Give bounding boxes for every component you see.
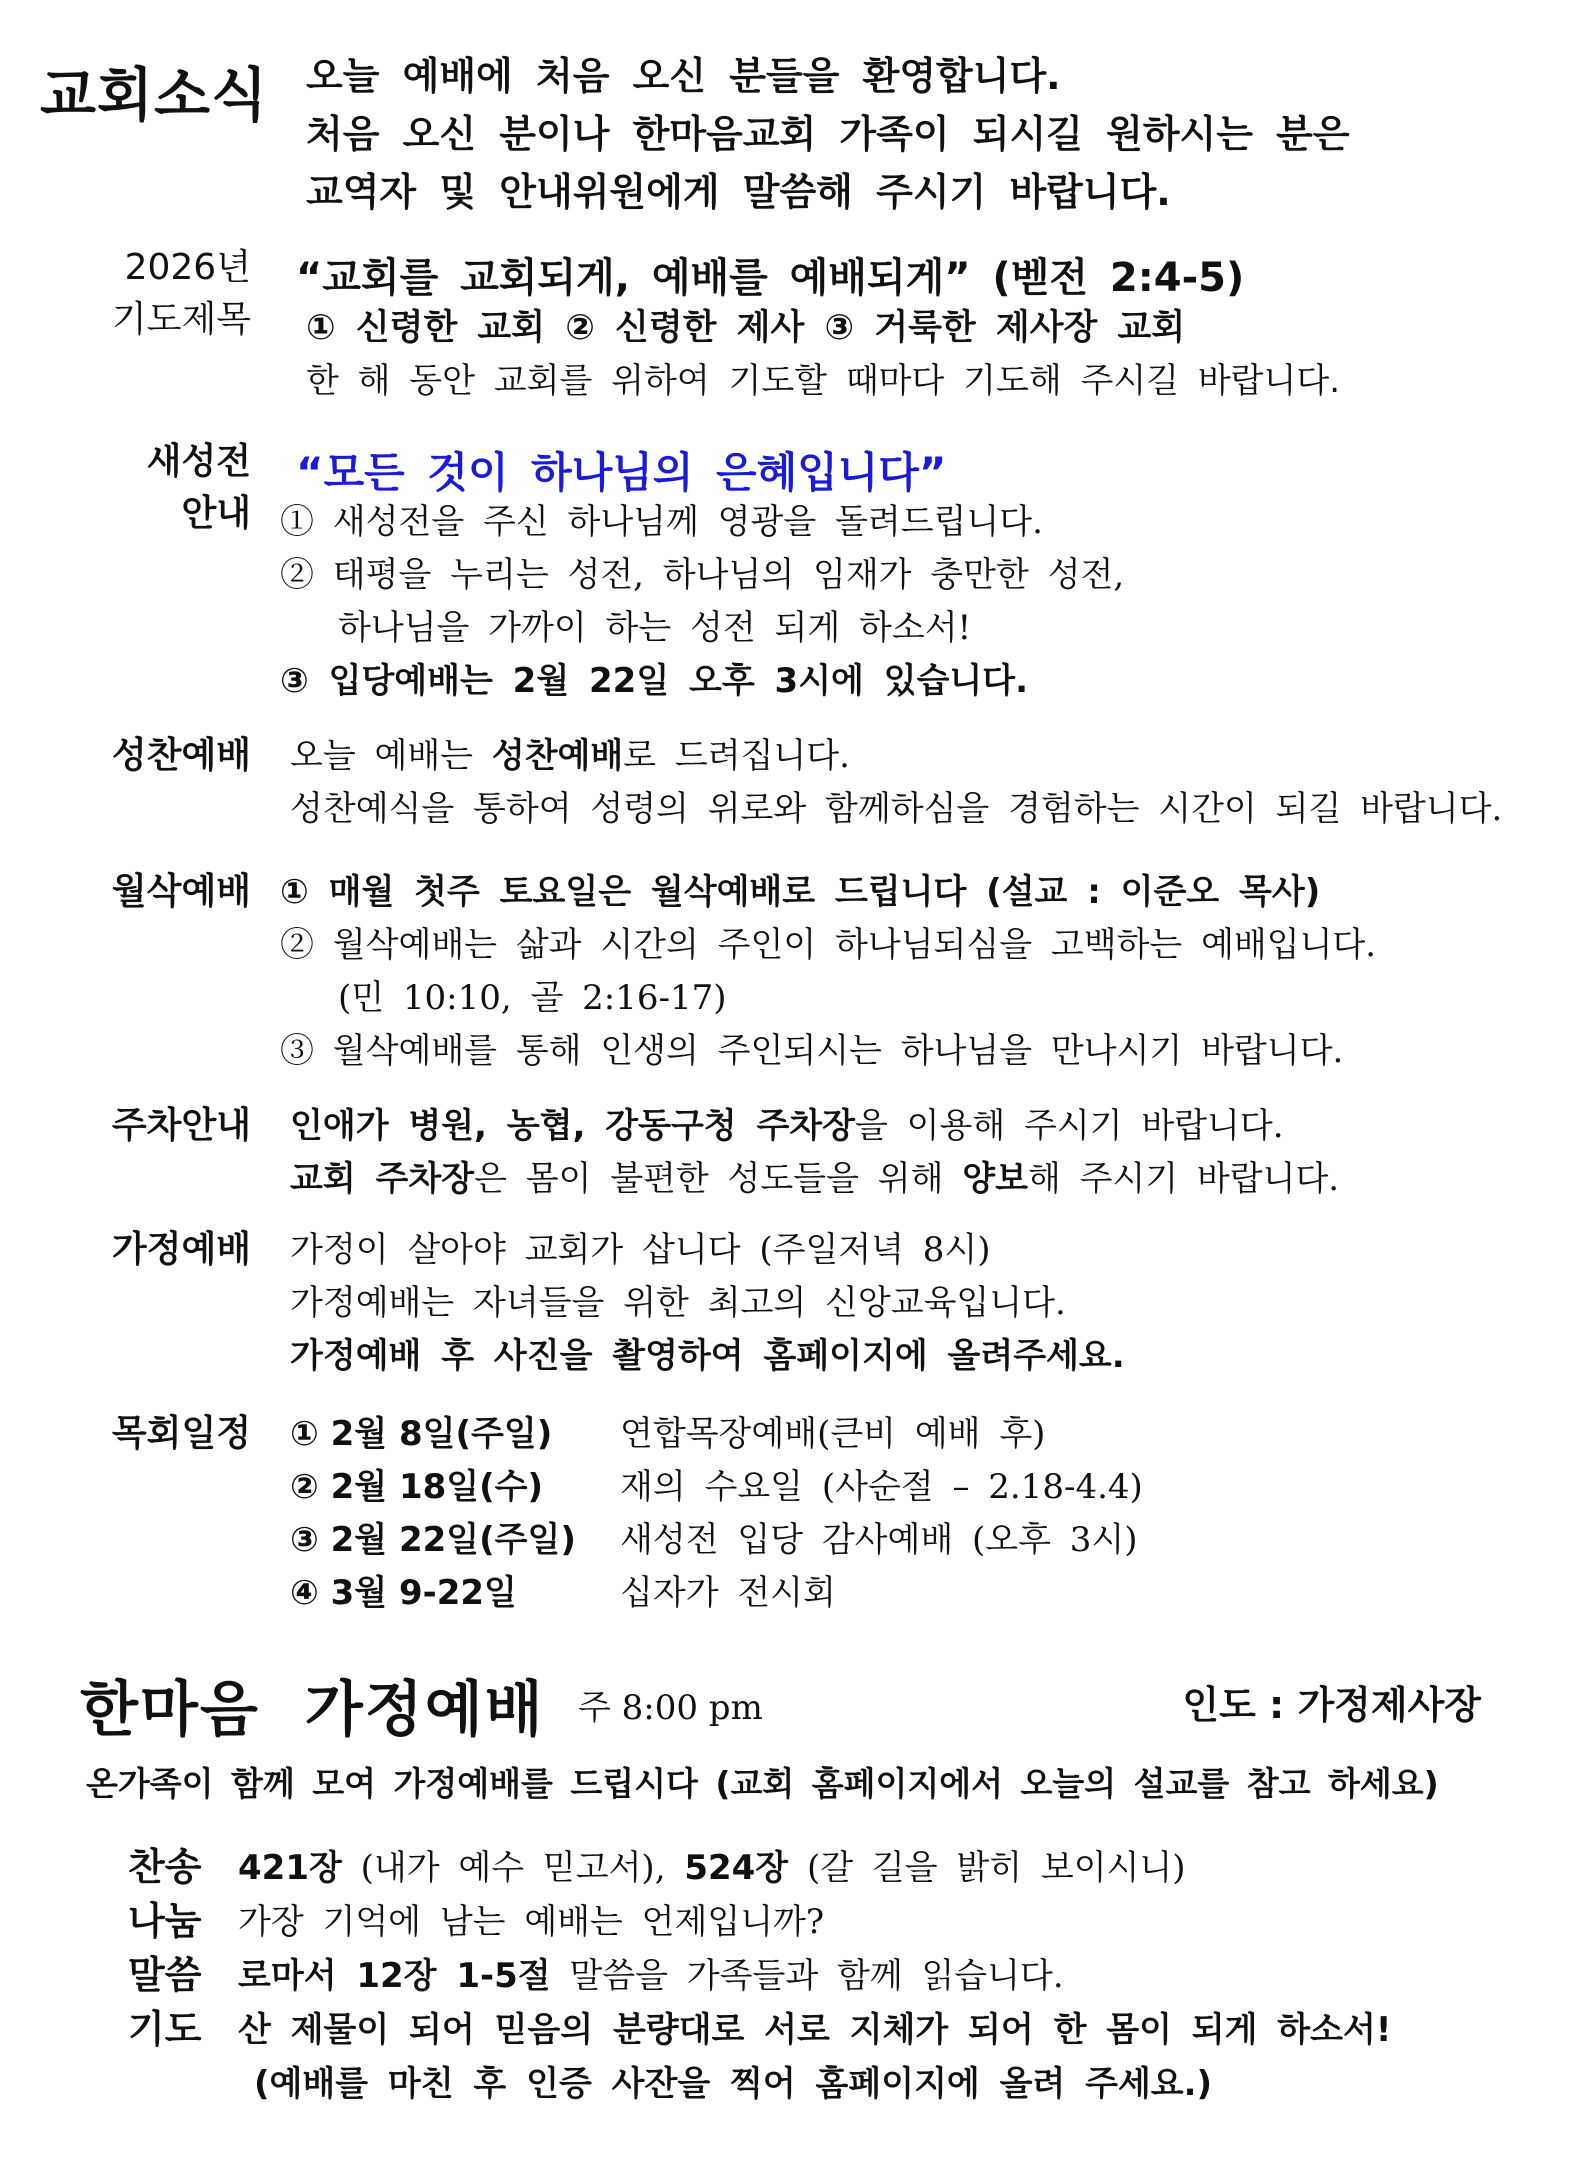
schedule-row xyxy=(290,1514,1390,1567)
welcome-line-3: 교역자 및 안내위원에게 말씀해 주시기 바랍니다. xyxy=(306,170,1171,214)
sanctuary-label-2: 안내 xyxy=(181,493,251,534)
sanctuary-line-4: ③ 입당예배는 2월 22일 오후 3시에 있습니다. xyxy=(280,661,1029,701)
prayer-note: 한 해 동안 교회를 위하여 기도할 때마다 기도해 주시길 바랍니다. xyxy=(306,361,1341,401)
schedule-event: 연합목장예배(큰비 예배 후) xyxy=(620,1414,1046,1454)
schedule-row xyxy=(290,1408,1390,1461)
family-line-2: 가정예배는 자녀들을 위한 최고의 신앙교육입니다. xyxy=(290,1283,1066,1323)
monthly-line-3: (민 10:10, 골 2:16-17) xyxy=(338,978,727,1018)
sharing-label: 나눔 xyxy=(128,1899,202,1943)
family-line-1: 가정이 살아야 교회가 삽니다 (주일저녁 8시) xyxy=(290,1230,991,1270)
schedule-date: ① 2월 8일(주일) xyxy=(290,1414,553,1454)
hymn-label: 찬송 xyxy=(128,1845,202,1889)
word-text: 로마서 12장 1-5절 말씀을 가족들과 함께 읽습니다. xyxy=(238,1956,1064,1996)
schedule-date: ③ 2월 22일(주일) xyxy=(290,1520,576,1560)
schedule-label: 목회일정 xyxy=(111,1413,251,1454)
family-label: 가정예배 xyxy=(111,1229,251,1270)
prayer-label-title: 기도제목 xyxy=(111,299,251,340)
prayer-items: ① 신령한 교회 ② 신령한 제사 ③ 거룩한 제사장 교회 xyxy=(306,308,1186,348)
schedule-event: 새성전 입당 감사예배 (오후 3시) xyxy=(620,1520,1138,1560)
closing-note: (예배를 마친 후 인증 사잔을 찍어 홈페이지에 올려 주세요.) xyxy=(254,2064,1213,2104)
schedule-event: 재의 수요일 (사순절 – 2.18-4.4) xyxy=(620,1467,1143,1507)
word-label: 말씀 xyxy=(128,1953,202,1997)
monthly-line-2: ② 월삭예배는 삶과 시간의 주인이 하나님되심을 고백하는 예배입니다. xyxy=(280,925,1377,965)
sharing-text: 가장 기억에 남는 예배는 언제입니까? xyxy=(238,1902,825,1942)
schedule-event: 십자가 전시회 xyxy=(620,1573,836,1613)
family-worship-title: 한마음 가정예배 xyxy=(80,1675,545,1745)
communion-line-2: 성찬예식을 통하여 성령의 위로와 함께하심을 경험하는 시간이 되길 바랍니다. xyxy=(290,789,1503,829)
sanctuary-line-2: ② 태평을 누리는 성전, 하나님의 임재가 충만한 성전, xyxy=(280,555,1125,595)
family-line-3: 가정예배 후 사진을 촬영하여 홈페이지에 올려주세요. xyxy=(290,1336,1125,1376)
parking-label: 주차안내 xyxy=(111,1105,251,1146)
sanctuary-headline: “모든 것이 하나님의 은혜입니다” xyxy=(296,448,947,497)
schedule-date: ④ 3월 9-22일 xyxy=(290,1573,517,1613)
monthly-line-1: ① 매월 첫주 토요일은 월삭예배로 드립니다 (설교 : 이준오 목사) xyxy=(280,872,1321,912)
family-worship-time: 주 8:00 pm xyxy=(578,1688,763,1728)
schedule-row xyxy=(290,1461,1390,1514)
welcome-line-1: 오늘 예배에 처음 오신 분들을 환영합니다. xyxy=(306,54,1061,98)
family-worship-leader: 인도 : 가정제사장 xyxy=(1182,1683,1481,1727)
prayer-text: 산 제물이 되어 믿음의 분량대로 서로 지체가 되어 한 몸이 되게 하소서! xyxy=(238,2010,1392,2050)
prayer-label: 기도 xyxy=(128,2007,202,2051)
sanctuary-label-1: 새성전 xyxy=(146,441,251,482)
communion-label: 성찬예배 xyxy=(111,735,251,776)
prayer-theme: “교회를 교회되게, 예배를 예배되게” (벧전 2:4-5) xyxy=(296,255,1245,301)
page-title: 교회소식 xyxy=(40,61,269,129)
monthly-line-4: ③ 월삭예배를 통해 인생의 주인되시는 하나님을 만나시기 바랍니다. xyxy=(280,1031,1344,1071)
schedule-date: ② 2월 18일(수) xyxy=(290,1467,544,1507)
welcome-line-2: 처음 오신 분이나 한마음교회 가족이 되시길 원하시는 분은 xyxy=(306,112,1350,156)
parking-line-2: 교회 주차장은 몸이 불편한 성도들을 위해 양보해 주시기 바랍니다. xyxy=(290,1159,1340,1199)
hymn-text: 421장 (내가 예수 믿고서), 524장 (갈 길을 밝히 보이시니) xyxy=(238,1848,1186,1888)
sanctuary-line-3: 하나님을 가까이 하는 성전 되게 하소서! xyxy=(338,608,972,648)
parking-line-1: 인애가 병원, 농협, 강동구청 주차장을 이용해 주시기 바랍니다. xyxy=(290,1106,1284,1146)
prayer-label-year: 2026년 xyxy=(124,247,251,288)
sanctuary-line-1: ① 새성전을 주신 하나님께 영광을 돌려드립니다. xyxy=(280,502,1043,542)
monthly-label: 월삭예배 xyxy=(111,871,251,912)
schedule-row xyxy=(290,1567,1390,1620)
communion-line-1: 오늘 예배는 성찬예배로 드려집니다. xyxy=(290,736,850,776)
family-worship-subtitle: 온가족이 함께 모여 가정예배를 드립시다 (교회 홈페이지에서 오늘의 설교를 참고 하세요) xyxy=(86,1764,1439,1803)
